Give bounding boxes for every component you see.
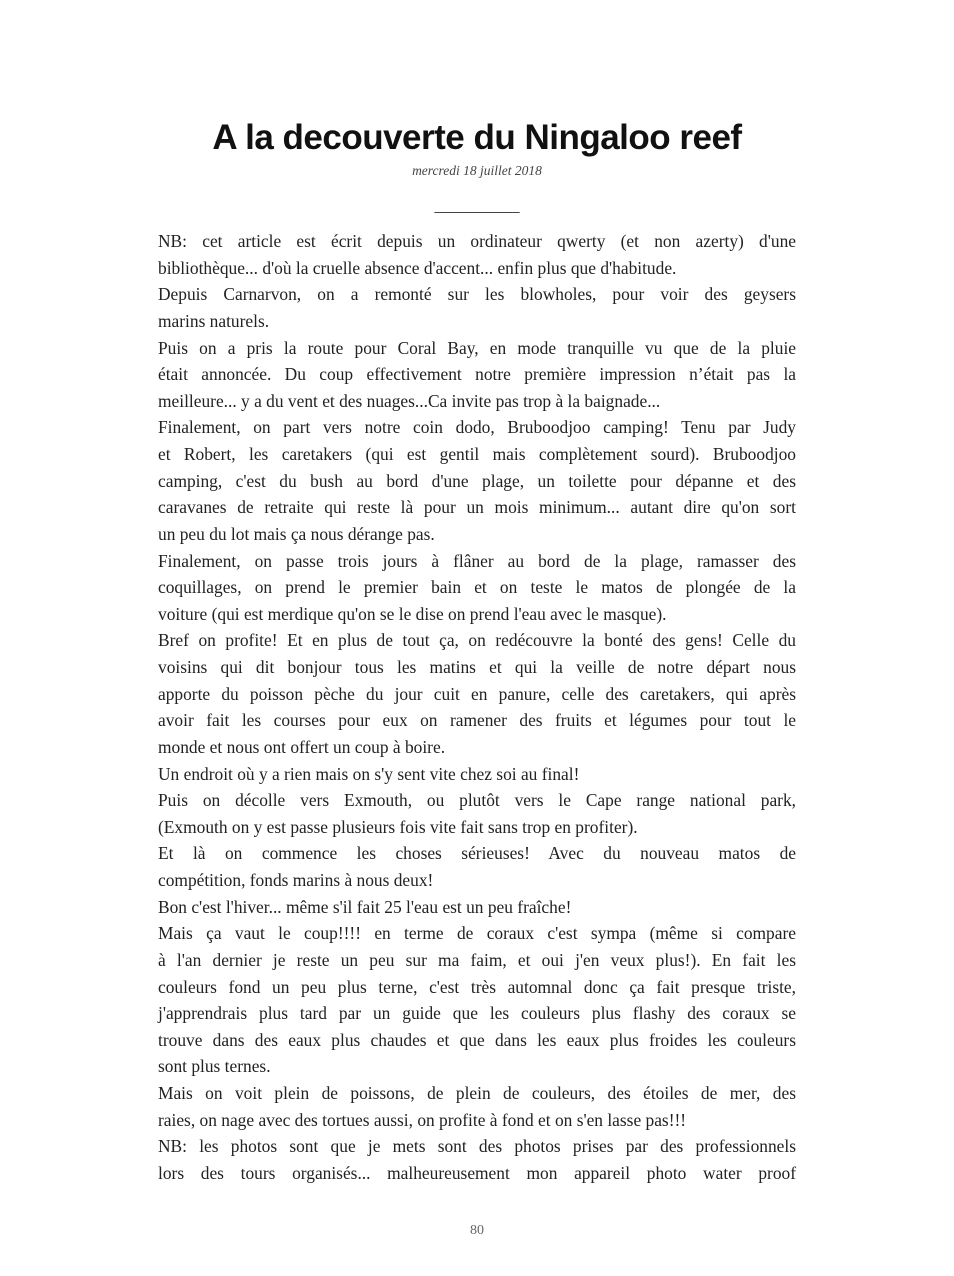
paragraph [158, 281, 796, 334]
paragraph [158, 627, 796, 760]
text-line: Puis on a pris la route pour Coral Bay, en mode tranquille vu que de la pluie [158, 337, 796, 358]
text-line: Puis on décolle vers Exmouth, ou plutôt vers le Cape range national park, [158, 790, 796, 811]
text-line: apporte du poisson pèche du jour cuit en panure, celle des caretakers, qui après [158, 683, 796, 704]
paragraph [158, 761, 796, 788]
text-line: Un endroit où y a rien mais on s'y sent vite chez soi au final! [158, 763, 580, 784]
paragraph [158, 787, 796, 840]
text-line: sont plus ternes. [158, 1056, 271, 1077]
text-line: lors des tours organisés... malheureusement mon appareil photo water proof [158, 1162, 796, 1183]
text-line: Finalement, on part vers notre coin dodo, Bruboodjoo camping! Tenu par Judy [158, 417, 796, 438]
text-line: coquillages, on prend le premier bain et on teste le matos de plongée de la [158, 577, 796, 598]
paragraph [158, 1080, 796, 1133]
text-line: j'apprendrais plus tard par un guide que les couleurs plus flashy des coraux se [158, 1003, 796, 1024]
text-line: Depuis Carnarvon, on a remonté sur les blowholes, pour voir des geysers [158, 284, 796, 305]
text-line: bibliothèque... d'où la cruelle absence d'accent... enfin plus que d'habitude. [158, 257, 677, 278]
text-line: voisins qui dit bonjour tous les matins et qui la veille de notre départ nous [158, 657, 796, 677]
text-line: un peu du lot mais ça nous dérange pas. [158, 523, 435, 544]
text-line: avoir fait les courses pour eux on ramener des fruits et légumes pour tout le [158, 710, 796, 731]
paragraph [158, 228, 796, 281]
article-date: mercredi 18 juillet 2018 [412, 163, 542, 178]
text-line: (Exmouth on y est passe plusieurs fois vite fait sans trop en profiter). [158, 816, 638, 837]
text-line: Mais ça vaut le coup!!!! en terme de coraux c'est sympa (même si compare [158, 923, 796, 944]
article-title: A la decouverte du Ningaloo reef [212, 118, 742, 157]
text-line: monde et nous ont offert un coup à boire. [158, 736, 446, 757]
paragraph [158, 335, 796, 415]
text-line: trouve dans des eaux plus chaudes et que dans les eaux plus froides les couleurs [158, 1029, 796, 1050]
paragraph [158, 548, 796, 628]
paragraph [158, 1133, 796, 1186]
text-line: marins naturels. [158, 310, 270, 331]
page-number: 80 [470, 1223, 484, 1238]
text-line: caravanes de retraite qui reste là pour un mois minimum... autant dire qu'on sort [158, 497, 796, 518]
text-line: Finalement, on passe trois jours à flâner au bord de la plage, ramasser des [158, 550, 796, 571]
paragraph [158, 840, 796, 893]
text-line: NB: cet article est écrit depuis un ordinateur qwerty (et non azerty) d'une [158, 231, 796, 251]
text-line: et Robert, les caretakers (qui est gentil mais complètement sourd). Bruboodjoo [158, 444, 796, 464]
text-line: couleurs fond un peu plus terne, c'est très automnal donc ça fait presque triste, [158, 976, 796, 997]
text-line: raies, on nage avec des tortues aussi, on profite à fond et on s'en lasse pas!!! [158, 1109, 687, 1130]
text-line: meilleure... y a du vent et des nuages...Ca invite pas trop à la baignade... [158, 390, 661, 411]
text-line: Mais on voit plein de poissons, de plein de couleurs, des étoiles de mer, des [158, 1083, 796, 1103]
paragraph [158, 920, 796, 1080]
paragraph [158, 414, 796, 547]
text-line: à l'an dernier je reste un peu sur ma faim, et oui j'en veux plus!). En fait les [158, 949, 796, 970]
text-line: Bon c'est l'hiver... même s'il fait 25 l'eau est un peu fraîche! [158, 896, 572, 917]
text-line: Et là on commence les choses sérieuses! Avec du nouveau matos de [158, 843, 796, 864]
text-line: NB: les photos sont que je mets sont des photos prises par des professionnels [158, 1136, 796, 1157]
text-line: était annoncée. Du coup effectivement notre première impression n’était pas la [158, 364, 796, 385]
text-line: camping, c'est du bush au bord d'une plage, un toilette pour dépanne et des [158, 470, 796, 491]
text-line: Bref on profite! Et en plus de tout ça, on redécouvre la bonté des gens! Celle du [158, 630, 796, 651]
separator-line: __________ [434, 196, 520, 215]
text-line: compétition, fonds marins à nous deux! [158, 870, 434, 890]
paragraph [158, 894, 796, 921]
text-line: voiture (qui est merdique qu'on se le dise on prend l'eau avec le masque). [158, 603, 667, 624]
article-body [158, 228, 796, 1187]
